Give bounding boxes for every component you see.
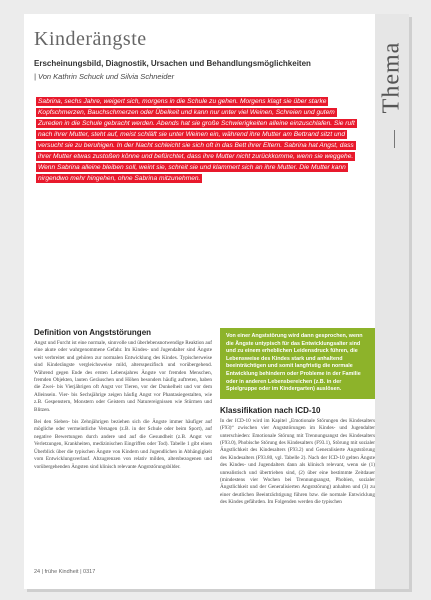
article-authors: | Von Kathrin Schuck und Silvia Schneider bbox=[34, 72, 175, 81]
section-tab-label-wrap bbox=[377, 22, 407, 132]
left-heading: Definition von Angststörungen bbox=[34, 328, 152, 337]
page-footer: 24 | frühe Kindheit | 0317 bbox=[34, 569, 96, 575]
right-column bbox=[220, 328, 375, 512]
section-tab-divider bbox=[394, 130, 395, 148]
intro-paragraph bbox=[36, 96, 356, 184]
right-paragraph: In der ICD-10 wird im Kapitel „Emotionale Störungen des Kindesalters (F93)“ zwischen vier Angststörungen im Kindes- und Jugendalter unterschieden: Emotionale Störung mit Trennungsangst des Kindesalters (F93.0), Phobische Störung des Kindesalters (F93.1), Störung mit sozialer Ängstlichkeit des Kindesalters (F93.2) und Generalisierte Angststörung des Kindesalters (F93.80, vgl. Tabelle 2). Nach der ICD-10 gelten Ängste des Kindes- und Jugendalters dann als klinisch relevant, wenn sie (1) unrealistisch und übertrieben sind, (2) über eine bestimmte Zeitdauer (mindestens vier Wochen bei Trennungsangst, Phobien, sozialer Ängstlichkeit und der Generalisierten Angststörung) anhalten und (3) zu einer deutlichen Beeinträchtigung führen bzw. die normale Entwicklung des Kindes gefährden. Im Folgenden werden die typischen bbox=[220, 417, 375, 506]
right-heading: Klassifikation nach ICD-10 bbox=[220, 405, 321, 415]
left-column bbox=[34, 328, 212, 476]
left-paragraph-2: Bei den Sieben- bis Zehnjährigen beziehen sich die Ängste immer häufiger auf mögliche oder vermeintliche Versagen (z.B. in der Schule oder beim Sport), auf negative Bewertungen durch andere und auf die Gesundheit (z.B. Angst vor Verletzungen, Krankheiten, medizinischen Eingriffen oder Tod). Tabelle 1 gibt einen Überblick über die typischen Ängste von Kindern und Jugendlichen in Abhängigkeit vom Entwicklungsverlauf. Abzugrenzen von relativ milden, altersbezogenen und vorübergehenden Ängsten sind klinisch relevante Angststörungsbilder. bbox=[34, 419, 212, 470]
callout-box: Von einer Angststörung wird dann gesprochen, wenn die Ängste untypisch für das Entwicklungsalter sind und zu einem erheblichen Leidensdruck führen, die Lebensweise des Kindes stark und anhaltend beeinträchtigen und somit langfristig die normale Entwicklung behindern oder Probleme in der Familie oder in anderen Lebensbereichen (z.B. in der Spielgruppe oder im Kindergarten) auslösen. bbox=[220, 328, 375, 399]
section-tab-label: Thema bbox=[378, 41, 405, 113]
left-paragraph-1: Angst und Furcht ist eine normale, sinnvolle und überlebensnotwendige Reaktion auf eine akute oder wahrgenommene Gefahr. Im Kindes- und Jugendalter sind Ängste weit verbreitet und gehören zur normalen Entwicklung des Kindes. Typischerweise sind Kinderängste vergleichsweise mild, altersspezifisch und vorübergehend. Während gegen Ende des ersten Lebensjahres Ängste vor fremden Menschen, fremden Objekten, lauten Geräuschen und Höhen besonders häufig auftreten, haben die Zwei- bis Vierjährigen oft Angst vor Tieren, vor der Dunkelheit und vor dem Alleinsein. Vier- bis Sechsjährige zeigen häufig Angst vor Phantasiegestalten, wie z.B. Gespenstern, Monstern oder Geistern und Naturereignissen wie Stürmen und Blitzen. bbox=[34, 340, 212, 413]
article-subtitle: Erscheinungsbild, Diagnostik, Ursachen und Behandlungsmöglichkeiten bbox=[34, 59, 311, 68]
intro-highlight-text: Sabrina, sechs Jahre, weigert sich, morgens in die Schule zu gehen. Morgens klagt sie über starke Kopfschmerzen, Bauchschmerzen oder Übelkeit und kann nur unter viel Weinen, Schreien und gutem Zureden in die Schule gebracht werden. Abends hat sie große Schwierigkeiten alleine einzuschlafen. Sie ruft nach ihrer Mutter, steht auf, meist schläft sie unter Weinen ein, während ihre Mutter am Bettrand sitzt und versucht sie zu beruhigen. In der Nacht schleicht sie sich oft in das Bett ihrer Eltern. Sabrina hat Angst, dass ihrer Mutter etwas zustoßen könne und befürchtet, dass ihre Mutter nicht zurückkomme, wenn sie weggehe. Wenn Sabrina alleine bleiben soll, weint sie, schreit sie und klammert sich an ihre Mutter. Die Mutter kann nirgendwo mehr hingehen, ohne Sabrina mitzunehmen. bbox=[38, 98, 355, 182]
section-tab bbox=[375, 14, 409, 589]
magazine-page bbox=[24, 14, 409, 589]
article-title: Kinderängste bbox=[34, 28, 147, 50]
